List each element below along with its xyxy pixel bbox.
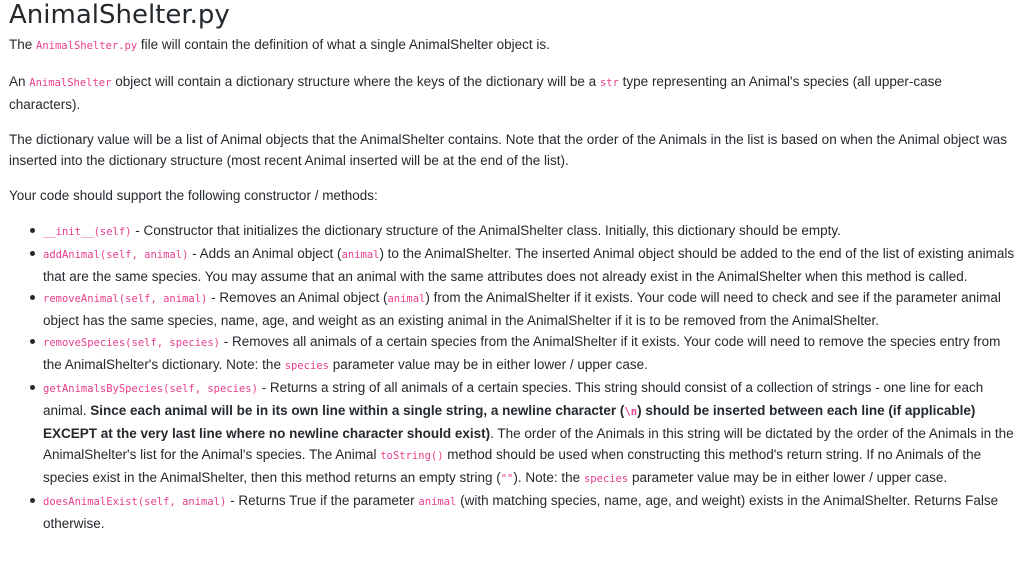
method-signature: getAnimalsBySpecies(self, species) — [43, 383, 258, 395]
text: ) should be inserted between each line (if applicable) EXCEPT at the very last line where no newline character should exist) — [43, 403, 976, 441]
method-signature: doesAnimalExist(self, animal) — [43, 496, 227, 508]
inline-code: animal — [418, 496, 457, 508]
text: - Returns a string of all animals of a certain species. This string should consist of a collection of strings - one line for each animal. — [43, 380, 984, 418]
method-does-animal-exist — [43, 490, 1015, 534]
method-signature: removeSpecies(self, species) — [43, 337, 221, 349]
text: An — [9, 74, 30, 89]
inline-code: str — [599, 77, 619, 89]
inline-code: toString() — [380, 450, 444, 462]
inline-code: species — [284, 360, 329, 372]
inline-code: AnimalShelter — [29, 77, 112, 89]
text: Since each animal will be in its own line within a single string, a newline character ( — [90, 403, 625, 418]
text: ) from the AnimalShelter if it exists. Your code will need to check and see if the parameter animal object has the same species, name, age, and weight as an existing animal in the AnimalShelter if it is to be removed from the AnimalShelter. — [43, 290, 1001, 328]
text: . The order of the Animals in this string will be dictated by the order of the Animals in the AnimalShelter's list for the Animal's species. The Animal — [43, 426, 1014, 462]
method-init — [43, 220, 1015, 243]
text: - Removes an Animal object ( — [207, 290, 388, 305]
inline-code: animal — [341, 249, 380, 261]
text: - Removes all animals of a certain species from the AnimalShelter if it exists. Your code will need to remove the species entry from the AnimalShelter's dictionary. Note: the — [43, 334, 1001, 372]
text: ) to the AnimalShelter. The inserted Animal object should be added to the end of the list of existing animals that are the same species. You may assume that an animal with the same attributes does not already exist in the AnimalShelter when this method is called. — [43, 246, 1015, 284]
method-remove-species — [43, 331, 1015, 377]
page-title: AnimalShelter.py — [9, 0, 230, 30]
method-add-animal — [43, 243, 1015, 287]
text: parameter value may be in either lower / upper case. — [628, 470, 948, 485]
inline-code: AnimalShelter.py — [36, 40, 138, 52]
text: method should be used when constructing this method's return string. If no Animals of the species exist in the AnimalShelter, then this method returns an empty string ( — [43, 447, 982, 485]
inline-code: \n — [624, 406, 638, 418]
text: parameter value may be in either lower / upper case. — [328, 357, 648, 372]
method-remove-animal — [43, 287, 1015, 331]
intro-paragraph-2 — [9, 71, 1015, 115]
method-signature: removeAnimal(self, animal) — [43, 293, 208, 305]
text: - Constructor that initializes the dictionary structure of the AnimalShelter class. Initially, this dictionary should be empty. — [131, 223, 841, 238]
intro-paragraph-1 — [9, 34, 1015, 57]
method-signature: addAnimal(self, animal) — [43, 249, 189, 261]
text: file will contain the definition of what a single AnimalShelter object is. — [137, 37, 550, 52]
text: The — [9, 37, 37, 52]
inline-code: animal — [387, 293, 426, 305]
inline-code: "" — [500, 473, 514, 485]
intro-paragraph-4: Your code should support the following constructor / methods: — [9, 188, 378, 203]
method-signature: __init__(self) — [43, 226, 132, 238]
methods-list — [9, 220, 1015, 534]
text: ). Note: the — [513, 470, 584, 485]
text: (with matching species, name, age, and weight) exists in the AnimalShelter. Returns False otherwise. — [43, 493, 999, 531]
text: object will contain a dictionary structure where the keys of the dictionary will be a — [111, 74, 600, 89]
inline-code: species — [583, 473, 629, 485]
method-get-animals-by-species — [43, 377, 1015, 490]
text: - Returns True if the parameter — [226, 493, 419, 508]
intro-paragraph-3: The dictionary value will be a list of Animal objects that the AnimalShelter contains. Note that the order of the Animals in the list is based on when the Animal object was inserted into the dictionary structure (most recent Animal inserted will be at the end of the list). — [9, 132, 1008, 168]
text: type representing an Animal's species (all upper-case characters). — [9, 74, 942, 112]
text: - Adds an Animal object ( — [188, 246, 342, 261]
